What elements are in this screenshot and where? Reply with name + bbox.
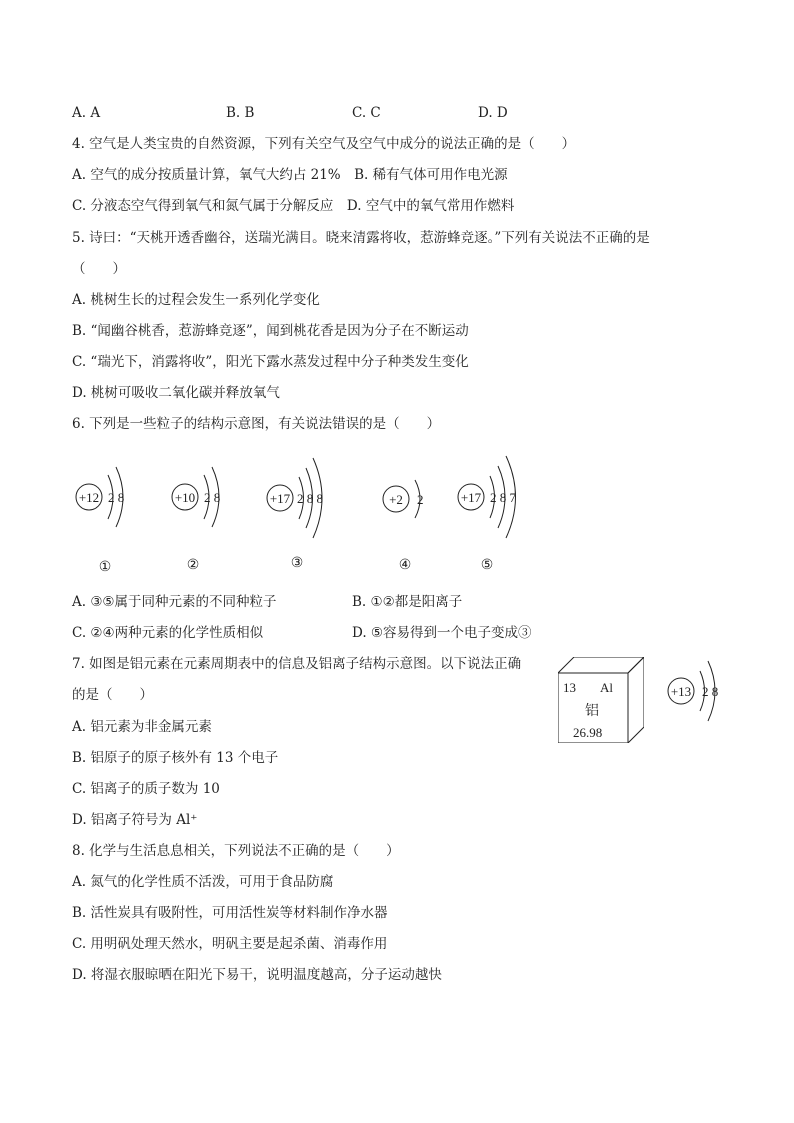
q6-option-c: C. ②④两种元素的化学性质相似: [72, 625, 264, 641]
atomic-mass: 26.98: [573, 725, 603, 740]
q8-stem: 8. 化学与生活息息相关，下列说法不正确的是（ ）: [72, 843, 400, 859]
q5-stem-paren: （ ）: [72, 261, 126, 277]
q3-option-d: D. D: [478, 105, 508, 121]
q4-options-ab: A. 空气的成分按质量计算，氧气大约占 21% B. 稀有气体可用作电光源: [72, 167, 508, 183]
q7-stem-cont: 的是（ ）: [72, 687, 153, 703]
element-name: 铝: [585, 704, 599, 719]
q5-option-d: D. 桃树可吸收二氧化碳并释放氧气: [72, 385, 280, 401]
diagram-label: ①: [98, 560, 112, 575]
element-symbol: Al: [600, 680, 613, 695]
q7-option-d: D. 铝离子符号为 Al⁺: [72, 812, 198, 828]
diagram-label: ②: [186, 558, 200, 573]
q8-option-a: A. 氮气的化学性质不活泼，可用于食品防腐: [72, 874, 334, 890]
particle-diagram-2: [172, 467, 220, 573]
shell-electrons: 2: [417, 492, 424, 507]
q4-stem: 4. 空气是人类宝贵的自然资源，下列有关空气及空气中成分的说法正确的是（ ）: [72, 136, 576, 152]
shell-electrons: 2 8 7: [490, 490, 516, 505]
q6-stem: 6. 下列是一些粒子的结构示意图，有关说法错误的是（ ）: [72, 416, 441, 432]
nucleus-label: +13: [670, 684, 692, 699]
q8-option-c: C. 用明矾处理天然水，明矾主要是起杀菌、消毒作用: [72, 936, 388, 952]
shell-electrons: 2 8: [108, 490, 125, 505]
particle-diagram-1: [76, 467, 124, 575]
diagram-label: ④: [398, 558, 412, 573]
q3-option-b: B. B: [226, 105, 255, 121]
q5-option-a: A. 桃树生长的过程会发生一系列化学变化: [72, 292, 320, 308]
nucleus-label: +12: [78, 490, 100, 505]
q6-option-b: B. ①②都是阳离子: [352, 594, 463, 610]
periodic-table-cell: [558, 657, 644, 743]
nucleus-label: +17: [460, 490, 482, 505]
q5-option-b: B. “闻幽谷桃香，惹游蜂竞逐”，闻到桃花香是因为分子在不断运动: [72, 323, 469, 339]
shell-electrons: 2 8 8: [297, 491, 323, 506]
q6-structure-diagrams: [0, 450, 794, 590]
q7-option-a: A. 铝元素为非金属元素: [72, 719, 212, 735]
nucleus-label: +10: [174, 490, 196, 505]
shell-electrons: 2 8: [702, 684, 719, 699]
q7-option-c: C. 铝离子的质子数为 10: [72, 781, 220, 797]
q5-option-c: C. “瑞光下，消露将收”，阳光下露水蒸发过程中分子种类发生变化: [72, 354, 469, 370]
q8-option-d: D. 将湿衣服晾晒在阳光下易干，说明温度越高，分子运动越快: [72, 967, 442, 983]
nucleus-label: +2: [389, 492, 403, 507]
diagram-label: ⑤: [480, 558, 494, 573]
q7-option-b: B. 铝原子的原子核外有 13 个电子: [72, 750, 279, 766]
q6-option-d: D. ⑤容易得到一个电子变成③: [352, 625, 532, 641]
diagram-label: ③: [290, 556, 304, 571]
particle-diagram-4: [383, 480, 424, 573]
q6-option-a: A. ③⑤属于同种元素的不同种粒子: [72, 594, 277, 610]
q7-stem: 7. 如图是铝元素在元素周期表中的信息及铝离子结构示意图。以下说法正确: [72, 656, 522, 672]
atomic-number: 13: [563, 680, 576, 695]
particle-diagram-5: [458, 456, 517, 573]
aluminum-ion-diagram: [660, 651, 740, 731]
nucleus-label: +17: [269, 491, 291, 506]
q3-option-c: C. C: [352, 105, 381, 121]
q4-options-cd: C. 分液态空气得到氧气和氮气属于分解反应 D. 空气中的氧气常用作燃料: [72, 198, 515, 214]
q5-stem: 5. 诗曰：“天桃开透香幽谷，送瑞光满目。晓来清露将收，惹游蜂竞逐。”下列有关说法不正确的是: [72, 230, 650, 246]
shell-electrons: 2 8: [204, 490, 221, 505]
q8-option-b: B. 活性炭具有吸附性，可用活性炭等材料制作净水器: [72, 905, 388, 921]
q3-option-a: A. A: [72, 105, 101, 121]
particle-diagram-3: [267, 458, 323, 571]
